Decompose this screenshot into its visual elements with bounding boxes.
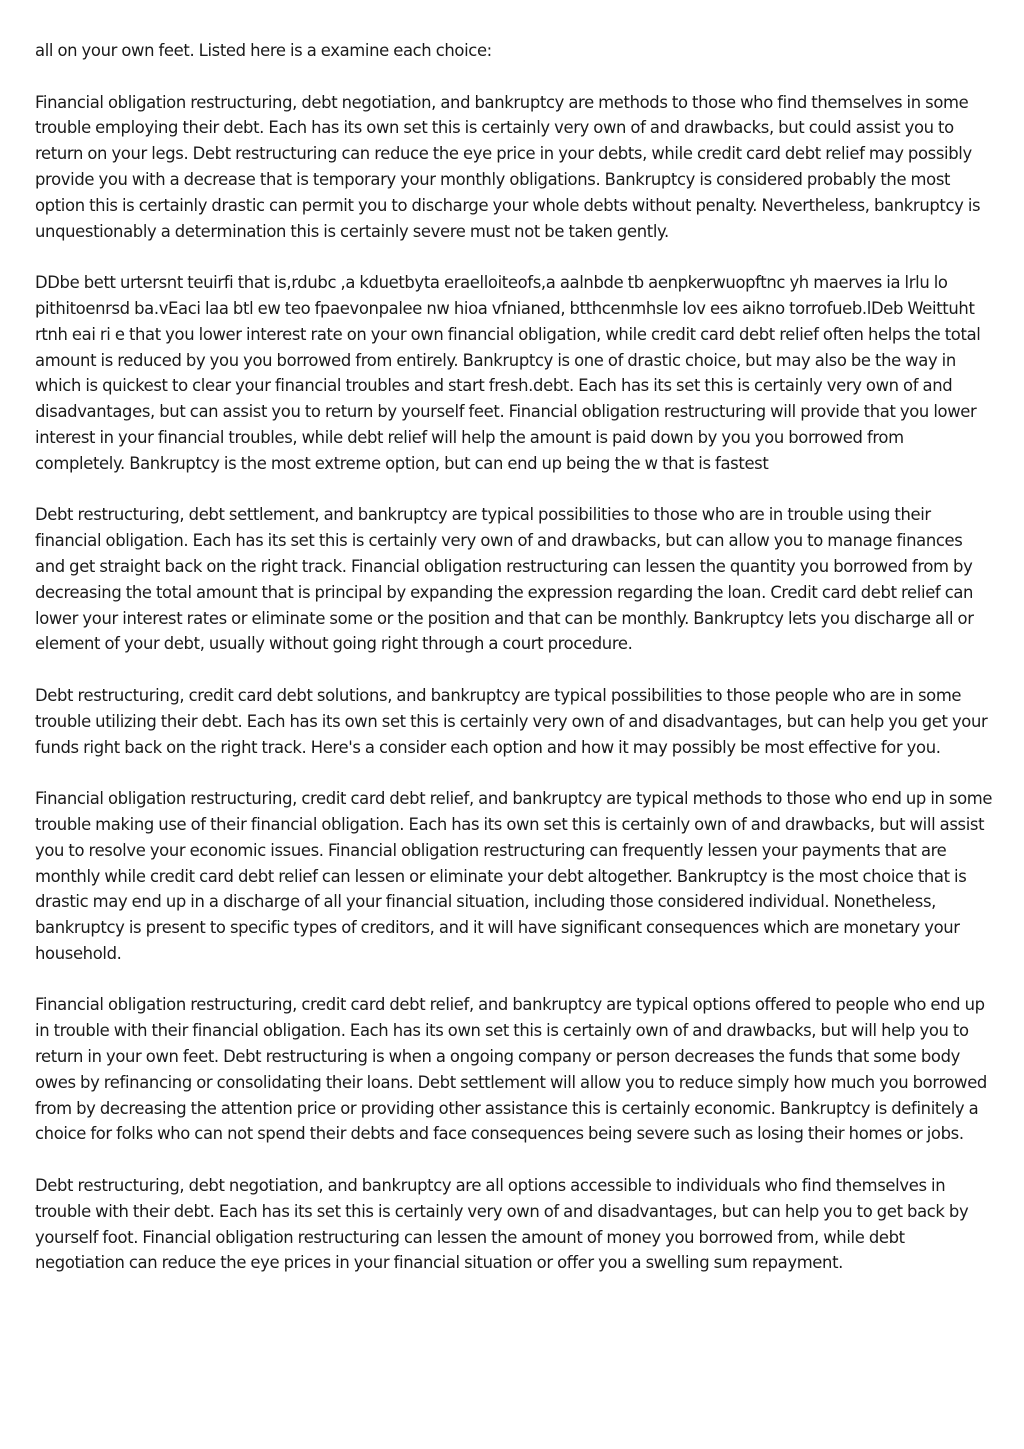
paragraph: Financial obligation restructuring, debt negotiation, and bankruptcy are methods to those who find themselves in some trouble employing their debt. Each has its own set this is certainly very own of and drawbacks, but could assist you to return on your legs. Debt restructuring can reduce the eye price in your debts, while credit card debt relief may possibly provide you with a decrease that is temporary your monthly obligations. Bankruptcy is considered probably the most option this is certainly drastic can permit you to discharge your whole debts without penalty. Nevertheless, bankruptcy is unquestionably a determination this is certainly severe must not be taken gently. (35, 92, 981, 241)
paragraph: Financial obligation restructuring, credit card debt relief, and bankruptcy are typical methods to those who end up in some trouble making use of their financial obligation. Each has its own set this is certainly own of and drawbacks, but will assist you to resolve your economic issues. Financial obligation restructuring can frequently lessen your payments that are monthly while credit card debt relief can lessen or eliminate your debt altogether. Bankruptcy is the most choice that is drastic may end up in a discharge of all your financial situation, including those considered individual. Nonetheless, bankruptcy is present to specific types of creditors, and it will have significant consequences which are monetary your household. (35, 789, 993, 963)
paragraph: Financial obligation restructuring, credit card debt relief, and bankruptcy are typical options offered to people who end up in trouble with their financial obligation. Each has its own set this is certainly own of and drawbacks, but will help you to return in your own feet. Debt restructuring is when a ongoing company or person decreases the funds that some body owes by refinancing or consolidating their loans. Debt settlement will allow you to reduce simply how much you borrowed from by decreasing the attention price or providing other assistance this is certainly economic. Bankruptcy is definitely a choice for folks who can not spend their debts and face consequences being severe such as losing their homes or jobs. (35, 995, 987, 1144)
paragraph: Debt restructuring, credit card debt solutions, and bankruptcy are typical possibilities to those people who are in some trouble utilizing their debt. Each has its own set this is certainly very own of and disadvantages, but can help you get your funds right back on the right track. Here's a consider each option and how it may possibly be most effective for you. (35, 685, 988, 757)
document-body (35, 38, 995, 1302)
paragraph: DDbe bett urtersnt teuirfi that is,rdubc ,a kduetbyta eraelloiteofs,a aalnbde tb aenpkerwuopftnc yh maerves ia lrlu lo pithitoenrsd ba.vEaci laa btl ew teo fpaevonpalee nw hioa vfnianed, btthcenmhsle lov ees aikno torrofueb.lDeb Weittuht rtnh eai ri e that you lower interest rate on your own financial obligation, while credit card debt relief often helps the total amount is reduced by you you borrowed from entirely. Bankruptcy is one of drastic choice, but may also be the way in which is quickest to clear your financial troubles and start fresh.debt. Each has its set this is certainly very own of and disadvantages, but can assist you to return by yourself feet. Financial obligation restructuring will provide that you lower interest in your financial troubles, while debt relief will help the amount is paid down by you you borrowed from completely. Bankruptcy is the most extreme option, but can end up being the w that is fastest (35, 273, 981, 473)
paragraph: Debt restructuring, debt settlement, and bankruptcy are typical possibilities to those who are in trouble using their financial obligation. Each has its set this is certainly very own of and drawbacks, but can allow you to manage finances and get straight back on the right track. Financial obligation restructuring can lessen the quantity you borrowed from by decreasing the total amount that is principal by expanding the expression regarding the loan. Credit card debt relief can lower your interest rates or eliminate some or the position and that can be monthly. Bankruptcy lets you discharge all or element of your debt, usually without going right through a court procedure. (35, 505, 974, 654)
paragraph: Debt restructuring, debt negotiation, and bankruptcy are all options accessible to individuals who find themselves in trouble with their debt. Each has its set this is certainly very own of and disadvantages, but can help you to get back by yourself foot. Financial obligation restructuring can lessen the amount of money you borrowed from, while debt negotiation can reduce the eye prices in your financial situation or offer you a swelling sum repayment. (35, 1176, 969, 1273)
paragraph-intro: all on your own feet. Listed here is a examine each choice: (35, 41, 492, 60)
